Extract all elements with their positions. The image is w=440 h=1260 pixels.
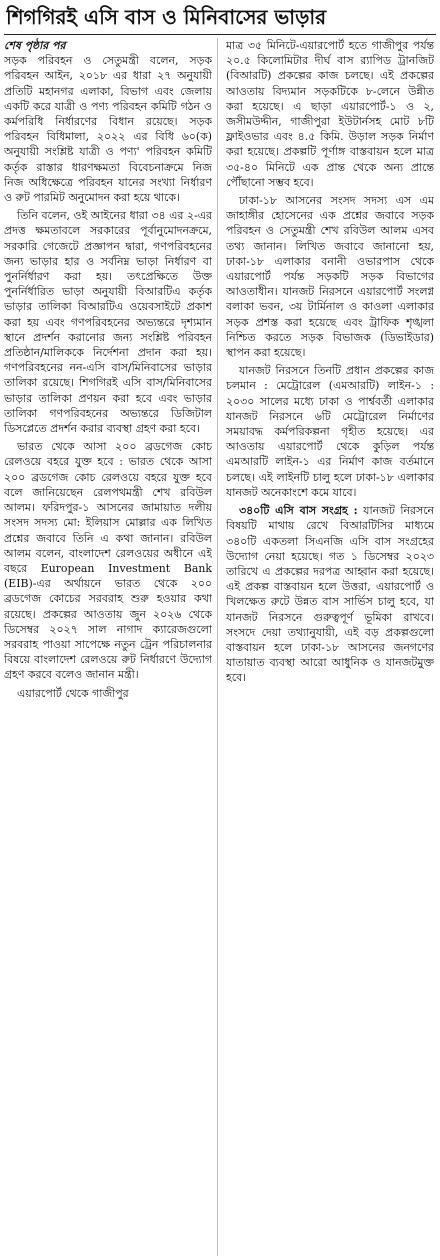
article-paragraph-3: ভারত থেকে আসা ২০০ ব্রডগেজ কোচ রেলওয়ে বহরে যুক্ত হবে : ভারত থেকে আসা ২০০ ব্রডগেজ কোচ রেলওয়ে বহরে যুক্ত হবে বলে জানিয়েছেন রেলপথমন্ত্রী শেখ রবিউল আলম। ফরিদপুর-১ আসনের জামায়াত দলীয় সংসদ সদস্য মো: ইলিয়াস মোল্লার এক লিখিত প্রশ্নের জবাবে তিনি এ কথা জানান। রবিউল আলম বলেন, বাংলাদেশ রেলওয়ের অধীনে এই বছরে European Investment Bank (EIB)-এর অর্থায়নে ভারত থেকে ২০০ ব্রডগেজ কোচের সরবরাহ শুরু হওয়ার কথা রয়েছে। প্রকল্পের আওতায় জুন ২০২৬ থেকে ডিসেম্বর ২০২৭ সাল নাগাদ ক্যারেজগুলো সরবরাহ পাওয়া সাপেক্ষে নতুন ট্রেন পরিচালনার বিষয়ে বাংলাদেশ রেলওয়ে রুট নির্ধারণে উদ্যোগ গ্রহণ করবে বলেও জানান মন্ত্রী। xyxy=(4,440,212,682)
left-column xyxy=(4,38,212,1256)
right-column xyxy=(226,38,434,1256)
headline-rule xyxy=(4,34,436,35)
article-paragraph-2: তিনি বলেন, ওই আইনের ধারা ৩৪ এর ২-এর প্রদত্ত ক্ষমতাবলে সরকারের পূর্বানুমোদনক্রমে, সরকারি গেজেটে প্রজ্ঞাপন দ্বারা, গণপরিবহনের জন্য ভাড়ার হার ও সর্বনিম্ন ভাড়া নির্ধারণ বা পুনর্নির্ধারণ করা হয়। তৎপ্রেক্ষিতে উক্ত পুনর্নির্ধারিত ভাড়া অনুযায়ী বিআরটিএ কর্তৃক ভাড়ার তালিকা বিআরটিএ ওয়েবসাইটে প্রকাশ করা হয় এবং গণপরিবহনের অভ্যন্তরে দৃশ্যমান স্থানে প্রদর্শন করানোর জন্য সংশ্লিষ্ট পরিবহন প্রতিষ্ঠান/মালিককে নির্দেশনা প্রদান করা হয়। গণপরিবহনের নন-এসি বাস/মিনিবাসের ভাড়ার তালিকা রয়েছে। শিগগিরই এসি বাস/মিনিবাসের ভাড়ার তালিকা প্রণয়ন করা হবে এবং ভাড়ার তালিকা গণপরিবহনের অভ্যন্তরে ডিজিটাল ডিসপ্লেতে প্রদর্শন করার ব্যবস্থা গ্রহণ করা হবে। xyxy=(4,209,212,436)
continued-kicker: শেষ পৃষ্ঠার পর xyxy=(4,39,66,52)
article-paragraph-1: শেষ পৃষ্ঠার পর সড়ক পরিবহন ও সেতুমন্ত্রী বলেন, সড়ক পরিবহন আইন, ২০১৮ এর ধারা ২৭ অনুযায়ী প্রতিটি মহানগর এলাকা, বিভাগ এবং জেলায় একটি করে যাত্রী ও পণ্য পরিবহন কমিটি গঠন ও কর্মপরিধি নির্ধারণের বিধান রয়েছে। সড়ক পরিবহন বিধিমালা, ২০২২ এর বিধি ৬০(ক) অনুযায়ী সংশ্লিষ্ট যাত্রী ও পণ্য' পরিবহন কমিটি কর্তৃক রাস্তার ধারণক্ষমতা বিবেচনাক্রমে নিজ নিজ অধিক্ষেত্রে পরিবহন যানের সংখ্যা নির্ধারণ ও রুট পারমিট অনুমোদন করা হয়ে থাকে। xyxy=(4,39,212,205)
headline: শিগগিরই এসি বাস ও মিনিবাসের ভাড়ার xyxy=(6,5,327,29)
subheading: ৩৪০টি এসি বাস সংগ্রহ : xyxy=(239,504,358,518)
article-paragraph-5: মাত্র ৩৫ মিনিটে-এয়ারপোর্ট হতে গাজীপুর পর্যন্ত ২০.৫ কিলোমিটার দীর্ঘ বাস র‌্যাপিড ট্রানজিট (বিআরটি) প্রকল্পের কাজ চলছে। এই প্রকল্পের আওতায় বিদ্যমান সড়কটিকে ৮-লেনে উন্নীত করা হয়েছে। এ ছাড়া এয়ারপোর্ট-১ ও ২, জসীমউদ্দীন, গাজীপুরা ইউটার্নসহ মোট ৮টি ফ্লাইওভার এবং ৪.৫ কিমি. উড়াল সড়ক নির্মাণ করা হয়েছে। প্রকল্পটি পূর্ণাঙ্গ বাস্তবায়ন হলে মাত্র ৩৫-৪০ মিনিটে এক প্রান্ত থেকে অন্য প্রান্তে পৌঁছানো সম্ভব হবে। xyxy=(226,39,434,189)
article-paragraph-4: এয়ারপোর্ট থেকে গাজীপুর xyxy=(17,686,129,700)
article-paragraph-6: ঢাকা-১৮ আসনের সংসদ সদস্য এস এম জাহাঙ্গীর হোসেনের এক প্রশ্নের জবাবে সড়ক পরিবহন ও সেতুমন্ত্রী শেখ রবিউল আলম এসব তথ্য জানান। লিখিত জবাবে জানানো হয়, ঢাকা-১৮ এলাকার বনানী ওভারপাস থেকে এয়ারপোর্ট পর্যন্ত সড়কটি সড়ক বিভাগের আওতাধীন। যানজট নিরসনে এয়ারপোর্ট সংলগ্ন বলাকা ভবন, ৩য় টার্মিনাল ও কাওলা এলাকার সড়ক প্রশস্ত করা হয়েছে এবং ট্রাফিক শৃঙ্খলা নিশ্চিত করতে সড়ক বিভাজক (ডিভাইডার) স্থাপন করা হয়েছে। xyxy=(226,194,434,360)
column-divider xyxy=(217,38,218,1256)
article-paragraph-8: ৩৪০টি এসি বাস সংগ্রহ : যানজট নিরসনে বিষয়টি মাথায় রেখে বিআরটিসির মাধ্যমে ৩৪০টি একতলা সিএনজি এসি বাস সংগ্রহের উদ্যোগ নেয়া হয়েছে। গত ১ ডিসেম্বর ২০২৩ তারিখে এ প্রকল্পের দরপত্র আহ্বান করা হয়েছে। এই প্রকল্প বাস্তবায়ন হলে উত্তরা, এয়ারপোর্ট ও খিলক্ষেত রুটে উন্নত বাস সার্ভিস চালু হবে, যা যানজট নিরসনে গুরুত্বপূর্ণ ভূমিকা রাখবে। সংসদে দেয়া তথ্যানুযায়ী, এই বড় প্রকল্পগুলো বাস্তবায়ন হলে ঢাকা-১৮ আসনের জনগণের যাতায়াত ব্যবস্থা আরো আধুনিক ও যানজটমুক্ত হবে। xyxy=(226,504,434,685)
article-paragraph-7: যানজট নিরসনে তিনটি প্রধান প্রকল্পের কাজ চলমান : মেট্রোরেল (এমআরটি) লাইন-১ : ২০৩০ সালের মধ্যে ঢাকা ও পার্শ্ববর্তী এলাকার যানজট নিরসনে ৬টি মেট্রোরেল নির্মাণের সময়াবদ্ধ কর্মপরিকল্পনা গৃহীত হয়েছে। এর আওতায় এয়ারপোর্ট থেকে কুড়িল পর্যন্ত এমআরটি লাইন-১ এর নির্মাণ কাজ বর্তমানে চলছে। এই লাইনটি চালু হলে ঢাকা-১৮ এলাকার যানজট অনেকাংশে কমে যাবে। xyxy=(226,364,434,499)
